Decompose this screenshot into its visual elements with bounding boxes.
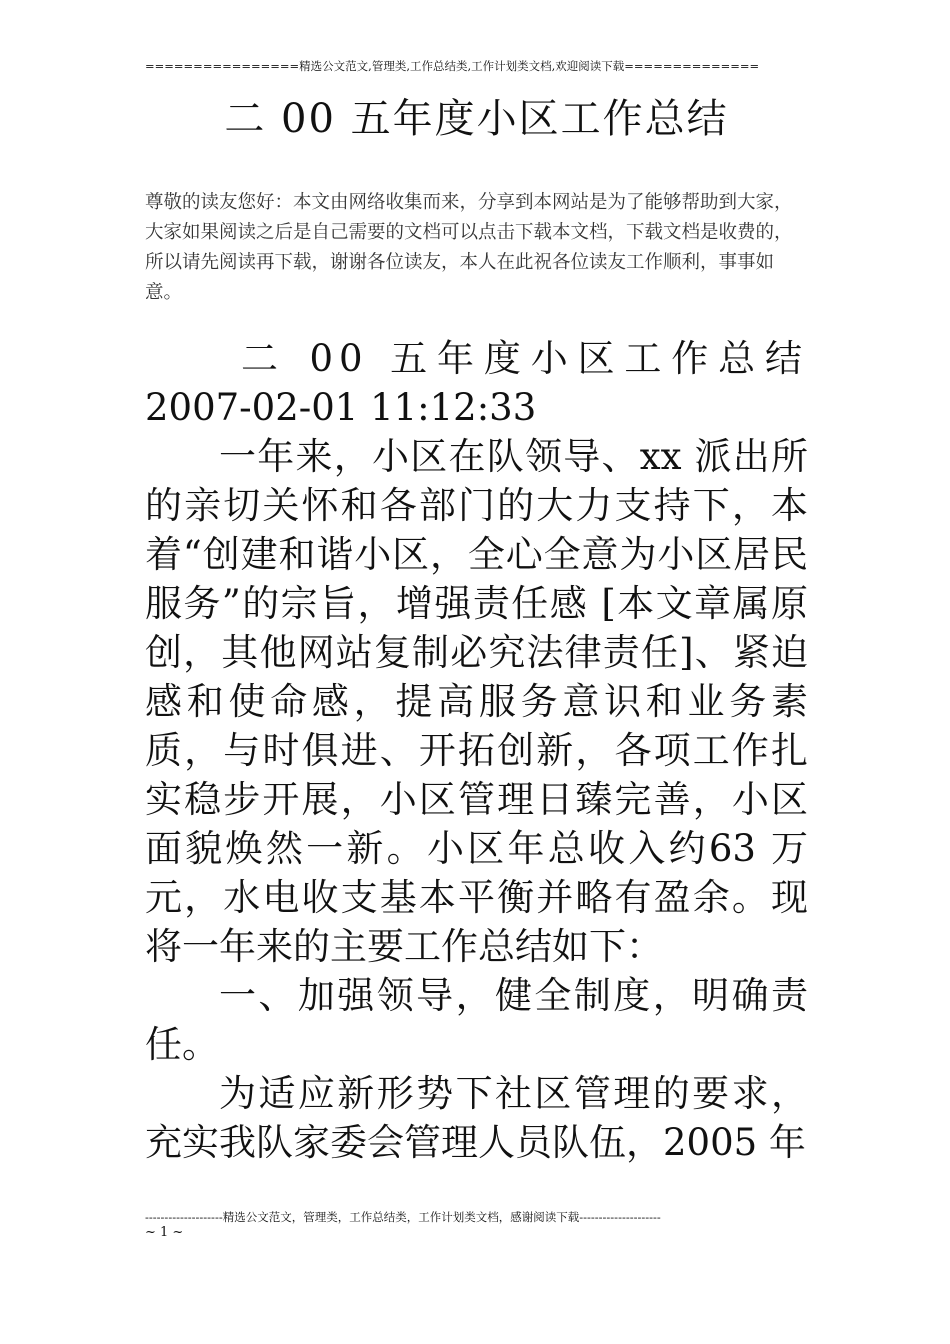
page-number: ~ 1 ~ <box>145 1225 184 1240</box>
article-body <box>145 334 808 1167</box>
article-date: 2007-02-01 11:12:33 <box>145 386 537 429</box>
footer-banner: --------------------精选公文范文，管理类，工作总结类，工作计划类文档，感谢阅读下载--------------------- <box>145 1210 661 1224</box>
paragraph-section-heading: 一、加强领导，健全制度，明确责任。 <box>145 974 808 1066</box>
paragraph-intro: 一年来，小区在队领导、xx 派出所的亲切关怀和各部门的大力支持下，本着“创建和谐小区，全心全意为小区居民服务”的宗旨，增强责任感 [本文章属原创，其他网站复制必究法律责任]、紧迫感和使命感，提高服务意识和业务素质，与时俱进、开拓创新，各项工作扎实稳步开展，小区管理日臻完善，小区面貌焕然一新。小区年总收入约63 万元，水电收支基本平衡并略有盈余。现将一年来的主要工作总结如下： <box>145 435 808 968</box>
header-banner: ================精选公文范文,管理类,工作总结类,工作计划类文档,欢迎阅读下载============== <box>145 59 760 73</box>
reader-notice: 尊敬的读友您好：本文由网络收集而来，分享到本网站是为了能够帮助到大家，大家如果阅读之后是自己需要的文档可以点击下载本文档，下载文档是收费的，所以请先阅读再下载，谢谢各位读友，本人在此祝各位读友工作顺利，事事如意。 <box>145 192 793 303</box>
article-title: 二 00 五年度小区工作总结 <box>241 337 808 380</box>
paragraph-section-body: 为适应新形势下社区管理的要求，充实我队家委会管理人员队伍，2005 年 <box>145 1072 808 1164</box>
document-title: 二 00 五年度小区工作总结 <box>224 96 729 142</box>
